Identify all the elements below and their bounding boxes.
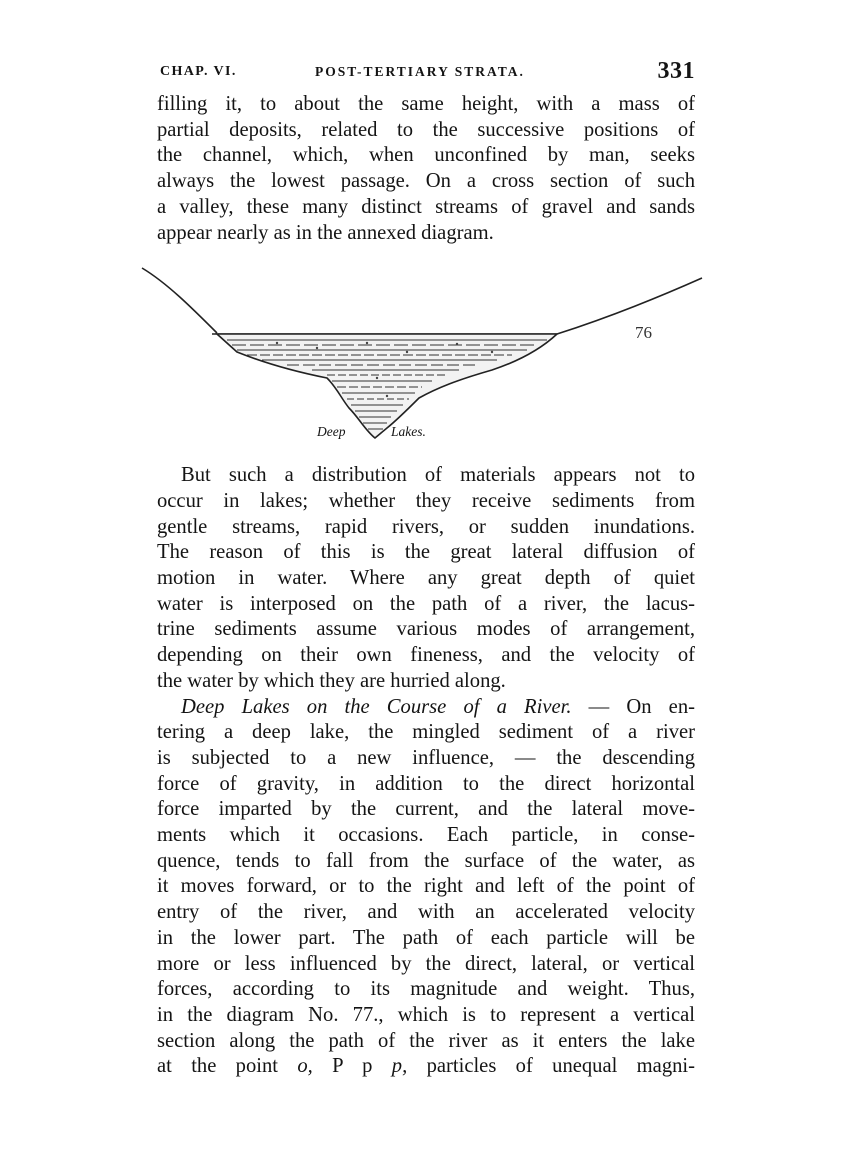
text-line: filling it, to about the same height, with a mass of [157,93,695,115]
page-number: 331 [657,58,695,84]
text-line: ments which it occasions. Each particle, in conse- [157,824,695,847]
text-line: more or less influenced by the direct, lateral, or vertical [157,952,695,975]
text-line: entry of the river, and with an accelerated velocity [157,901,695,924]
paragraph-lakes-distribution [157,463,695,694]
figure-label-deep: Deep [317,424,346,440]
text-line-heading [157,695,695,721]
text-line: partial deposits, related to the successive positions of [157,118,695,141]
text-line: occur in lakes; whether they receive sediments from [157,489,695,512]
text-line: gentle streams, rapid rivers, or sudden inundations. [157,515,695,538]
section-heading: Deep Lakes on the Course of a River. [181,695,572,718]
text-line: in the diagram No. 77., which is to represent a vertical [157,1003,695,1026]
paragraph-deep-lakes [157,695,695,1081]
text-line: section along the path of the river as it enters the lake [157,1029,695,1052]
book-page [157,58,695,1080]
figure-number: 76 [635,323,652,343]
text-fragment: particles of unequal magni- [407,1055,696,1078]
text-line: motion in water. Where any great depth of quiet [157,567,695,590]
text-line: depending on their own fineness, and the velocity of [157,644,695,667]
point-o-label: o, [297,1055,313,1078]
text-line: is subjected to a new influence, — the descending [157,746,695,769]
chapter-label: CHAP. VI. [160,64,237,79]
text-line: But such a distribution of materials appears not to [181,464,695,487]
heading-continuation: — On en- [571,695,695,718]
text-line: the channel, which, when unconfined by man, seeks [157,144,695,167]
text-line: trine sediments assume various modes of arrangement, [157,618,695,641]
valley-cross-section-diagram [137,248,717,463]
paragraph-continued [157,92,695,246]
text-line: appear nearly as in the annexed diagram. [157,221,494,244]
text-line: force imparted by the current, and the lateral move- [157,798,695,821]
point-p-label: p, [391,1055,408,1078]
text-line: always the lowest passage. On a cross section of such [157,170,695,193]
text-line-last [157,1054,695,1080]
running-title: POST-TERTIARY STRATA. [315,64,525,79]
running-head [157,58,695,92]
text-line: force of gravity, in addition to the direct horizontal [157,772,695,795]
figure-label-lakes: Lakes. [391,424,426,440]
text-line: a valley, these many distinct streams of gravel and sands [157,195,695,218]
valley-cross-section-figure [157,248,695,463]
text-line: tering a deep lake, the mingled sediment of a river [157,721,695,744]
text-fragment: at the point [157,1055,298,1078]
text-line: it moves forward, or to the right and left of the point of [157,875,695,898]
text-line: forces, according to its magnitude and weight. Thus, [157,978,695,1001]
text-line: in the lower part. The path of each particle will be [157,926,695,949]
text-line: the water by which they are hurried along. [157,669,506,692]
text-line: The reason of this is the great lateral diffusion of [157,541,695,564]
point-P-label: P p [312,1055,392,1078]
text-line: quence, tends to fall from the surface of the water, as [157,849,695,872]
text-line: water is interposed on the path of a river, the lacus- [157,592,695,615]
